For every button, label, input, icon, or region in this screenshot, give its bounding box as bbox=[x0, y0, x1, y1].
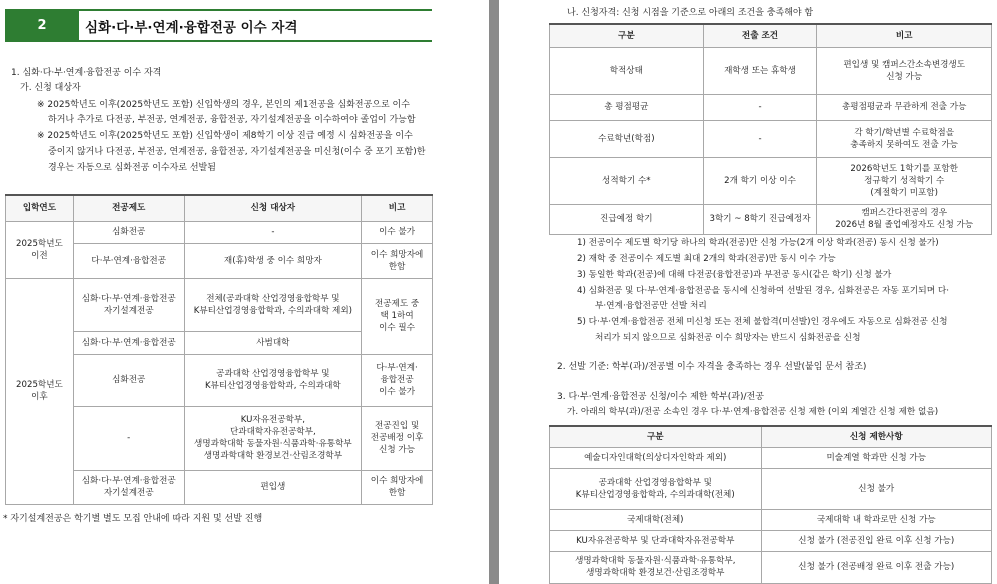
table-cell: - bbox=[184, 221, 362, 243]
notice-line: 중이지 않거나 다전공, 부전공, 연계전공, 융합전공, 자기설계전공을 미신청(이수 중 포기 포함)한 bbox=[48, 147, 426, 157]
footnote: * 자기설계전공은 학기별 별도 모집 안내에 따라 지원 및 선발 진행 bbox=[3, 514, 263, 524]
restriction-table bbox=[549, 425, 992, 584]
left-page bbox=[0, 0, 489, 584]
table-cell: 각 학기/학년별 수료학점을 충족하지 못하여도 전출 가능 bbox=[817, 120, 992, 157]
table-cell: 전공제도 중 택 1하여 이수 필수 bbox=[362, 278, 433, 354]
table-cell: 수료학년(학점) bbox=[550, 120, 704, 157]
section-header bbox=[5, 9, 432, 42]
table-cell: 신청 불가 (전공배정 완료 이후 전출 가능) bbox=[761, 551, 991, 583]
table-cell: 사범대학 bbox=[184, 331, 362, 354]
note-5-cont: 처리가 되지 않으므로 심화전공 이수 희망자는 반드시 심화전공을 신청 bbox=[595, 333, 861, 343]
table-cell: 심화·다·부·연계·융합전공 자기설계전공 bbox=[73, 278, 184, 331]
col-header: 구분 bbox=[550, 24, 704, 47]
table-cell: 다·부·연계·융합전공 bbox=[73, 243, 184, 278]
table-cell: 심화전공 bbox=[73, 221, 184, 243]
table-cell: 심화·다·부·연계·융합전공 자기설계전공 bbox=[73, 470, 184, 504]
table-cell: 재(휴)학생 중 이수 희망자 bbox=[184, 243, 362, 278]
year-cell: 2025학년도 이후 bbox=[6, 278, 74, 504]
table-cell: 총평점평균과 무관하게 전출 가능 bbox=[817, 94, 992, 120]
table-cell: 생명과학대학 동물자원·식품과학·유통학부, 생명과학대학 환경보건·산림조경학부 bbox=[550, 551, 762, 583]
transfer-condition-table bbox=[549, 23, 992, 235]
note-2: 2) 재학 중 전공이수 제도별 최대 2개의 학과(전공)만 동시 이수 가능 bbox=[577, 254, 836, 264]
table-cell: 국제대학 내 학과로만 신청 가능 bbox=[761, 509, 991, 530]
table-cell: - bbox=[703, 94, 817, 120]
notice-line: 경우는 자동으로 심화전공 이수자로 선발됨 bbox=[48, 163, 216, 173]
table-cell: - bbox=[703, 120, 817, 157]
section-title: 심화·다·부·연계·융합전공 이수 자격 bbox=[85, 19, 298, 36]
restriction-subheading: 가. 아래의 학부(과)/전공 소속인 경우 다·부·연계·융합전공 신청 제한 (이외 계열간 신청 제한 없음) bbox=[567, 407, 939, 417]
table-cell: - bbox=[73, 406, 184, 470]
col-header: 전공제도 bbox=[73, 195, 184, 221]
note-4-cont: 부·연계·융합전공만 선발 처리 bbox=[595, 301, 707, 311]
table-cell: KU자유전공학부 및 단과대학자유전공학부 bbox=[550, 530, 762, 551]
table-cell: 학적상태 bbox=[550, 47, 704, 94]
restriction-heading: 3. 다·부·연계·융합전공 신청/이수 제한 학부(과)/전공 bbox=[557, 392, 764, 402]
table-cell: 이수 희망자에 한함 bbox=[362, 243, 433, 278]
col-header: 비고 bbox=[362, 195, 433, 221]
col-header: 신청 대상자 bbox=[184, 195, 362, 221]
col-header: 입학연도 bbox=[6, 195, 74, 221]
selection-criteria: 2. 선발 기준: 학부(과)/전공별 이수 자격을 충족하는 경우 선발(붙임 문서 참조) bbox=[557, 362, 867, 372]
table-cell: 총 평점평균 bbox=[550, 94, 704, 120]
table-cell: 전공진입 및 전공배정 이후 신청 가능 bbox=[362, 406, 433, 470]
table-cell: 다·부·연계· 융합전공 이수 불가 bbox=[362, 354, 433, 406]
notice-line: ※ 2025학년도 이후(2025학년도 포함) 신입학생의 경우, 본인의 제1전공을 심화전공으로 이수 bbox=[37, 100, 410, 110]
col-header: 전출 조건 bbox=[703, 24, 817, 47]
table-cell: 공과대학 산업경영융합학부 및 K뷰티산업경영융합학과, 수의과대학 bbox=[184, 354, 362, 406]
table-cell: 국제대학(전체) bbox=[550, 509, 762, 530]
col-header: 신청 제한사항 bbox=[761, 426, 991, 447]
table-cell: 예술디자인대학(의상디자인학과 제외) bbox=[550, 447, 762, 468]
note-4: 4) 심화전공 및 다·부·연계·융합전공을 동시에 신청하여 선발된 경우, 심화전공은 자동 포기되며 다· bbox=[577, 286, 950, 296]
table-cell: 미술계열 학과만 신청 가능 bbox=[761, 447, 991, 468]
note-1: 1) 전공이수 제도별 학기당 하나의 학과(전공)만 신청 가능(2개 이상 학과(전공) 동시 신청 불가) bbox=[577, 238, 939, 248]
year-cell: 2025학년도 이전 bbox=[6, 221, 74, 278]
table-cell: 편입생 bbox=[184, 470, 362, 504]
table-cell: 2개 학기 이상 이수 bbox=[703, 157, 817, 204]
table-cell: 성적학기 수* bbox=[550, 157, 704, 204]
table-cell: 이수 불가 bbox=[362, 221, 433, 243]
table-cell: 신청 불가 (전공진입 완료 이후 신청 가능) bbox=[761, 530, 991, 551]
table-cell: 캠퍼스간다전공의 경우 2026년 8월 졸업예정자도 신청 가능 bbox=[817, 204, 992, 234]
table-cell: KU자유전공학부, 단과대학자유전공학부, 생명과학대학 동물자원·식품과학·유통학부 생명과학대학 환경보건·산림조경학부 bbox=[184, 406, 362, 470]
table-cell: 진급예정 학기 bbox=[550, 204, 704, 234]
table-cell: 재학생 또는 휴학생 bbox=[703, 47, 817, 94]
col-header: 구분 bbox=[550, 426, 762, 447]
heading-1: 1. 심화·다·부·연계·융합전공 이수 자격 bbox=[11, 68, 162, 78]
table-cell: 2026학년도 1학기를 포함한 정규학기 성적학기 수 (계절학기 미포함) bbox=[817, 157, 992, 204]
table-cell: 심화·다·부·연계·융합전공 bbox=[73, 331, 184, 354]
section-number: 2 bbox=[5, 11, 79, 40]
heading-1a: 가. 신청 대상자 bbox=[20, 83, 81, 93]
table-cell: 이수 희망자에 한함 bbox=[362, 470, 433, 504]
table-cell: 편입생 및 캠퍼스간소속변경생도 신청 가능 bbox=[817, 47, 992, 94]
table-cell: 심화전공 bbox=[73, 354, 184, 406]
table-cell: 신청 불가 bbox=[761, 468, 991, 509]
note-3: 3) 동일한 학과(전공)에 대해 다전공(융합전공)과 부전공 동시(같은 학기) 신청 불가 bbox=[577, 270, 892, 280]
right-page bbox=[499, 0, 997, 584]
note-5: 5) 다·부·연계·융합전공 전체 미신청 또는 전체 불합격(미선발)인 경우에도 자동으로 심화전공 신청 bbox=[577, 317, 948, 327]
notice-line: ※ 2025학년도 이후(2025학년도 포함) 신입학생이 제8학기 이상 진급 예정 시 심화전공을 이수 bbox=[37, 131, 413, 141]
table-cell: 전체(공과대학 산업경영융합학부 및 K뷰티산업경영융합학과, 수의과대학 제외) bbox=[184, 278, 362, 331]
col-header: 비고 bbox=[817, 24, 992, 47]
notice-line: 하거나 추가로 다전공, 부전공, 연계전공, 융합전공, 자기설계전공을 이수하여야 졸업이 가능함 bbox=[48, 115, 416, 125]
eligibility-table bbox=[5, 194, 433, 505]
table-cell: 3학기 ~ 8학기 진급예정자 bbox=[703, 204, 817, 234]
table-cell: 공과대학 산업경영융합학부 및 K뷰티산업경영융합학과, 수의과대학(전체) bbox=[550, 468, 762, 509]
intro-line: 나. 신청자격: 신청 시점을 기준으로 아래의 조건을 충족해야 함 bbox=[567, 8, 814, 18]
